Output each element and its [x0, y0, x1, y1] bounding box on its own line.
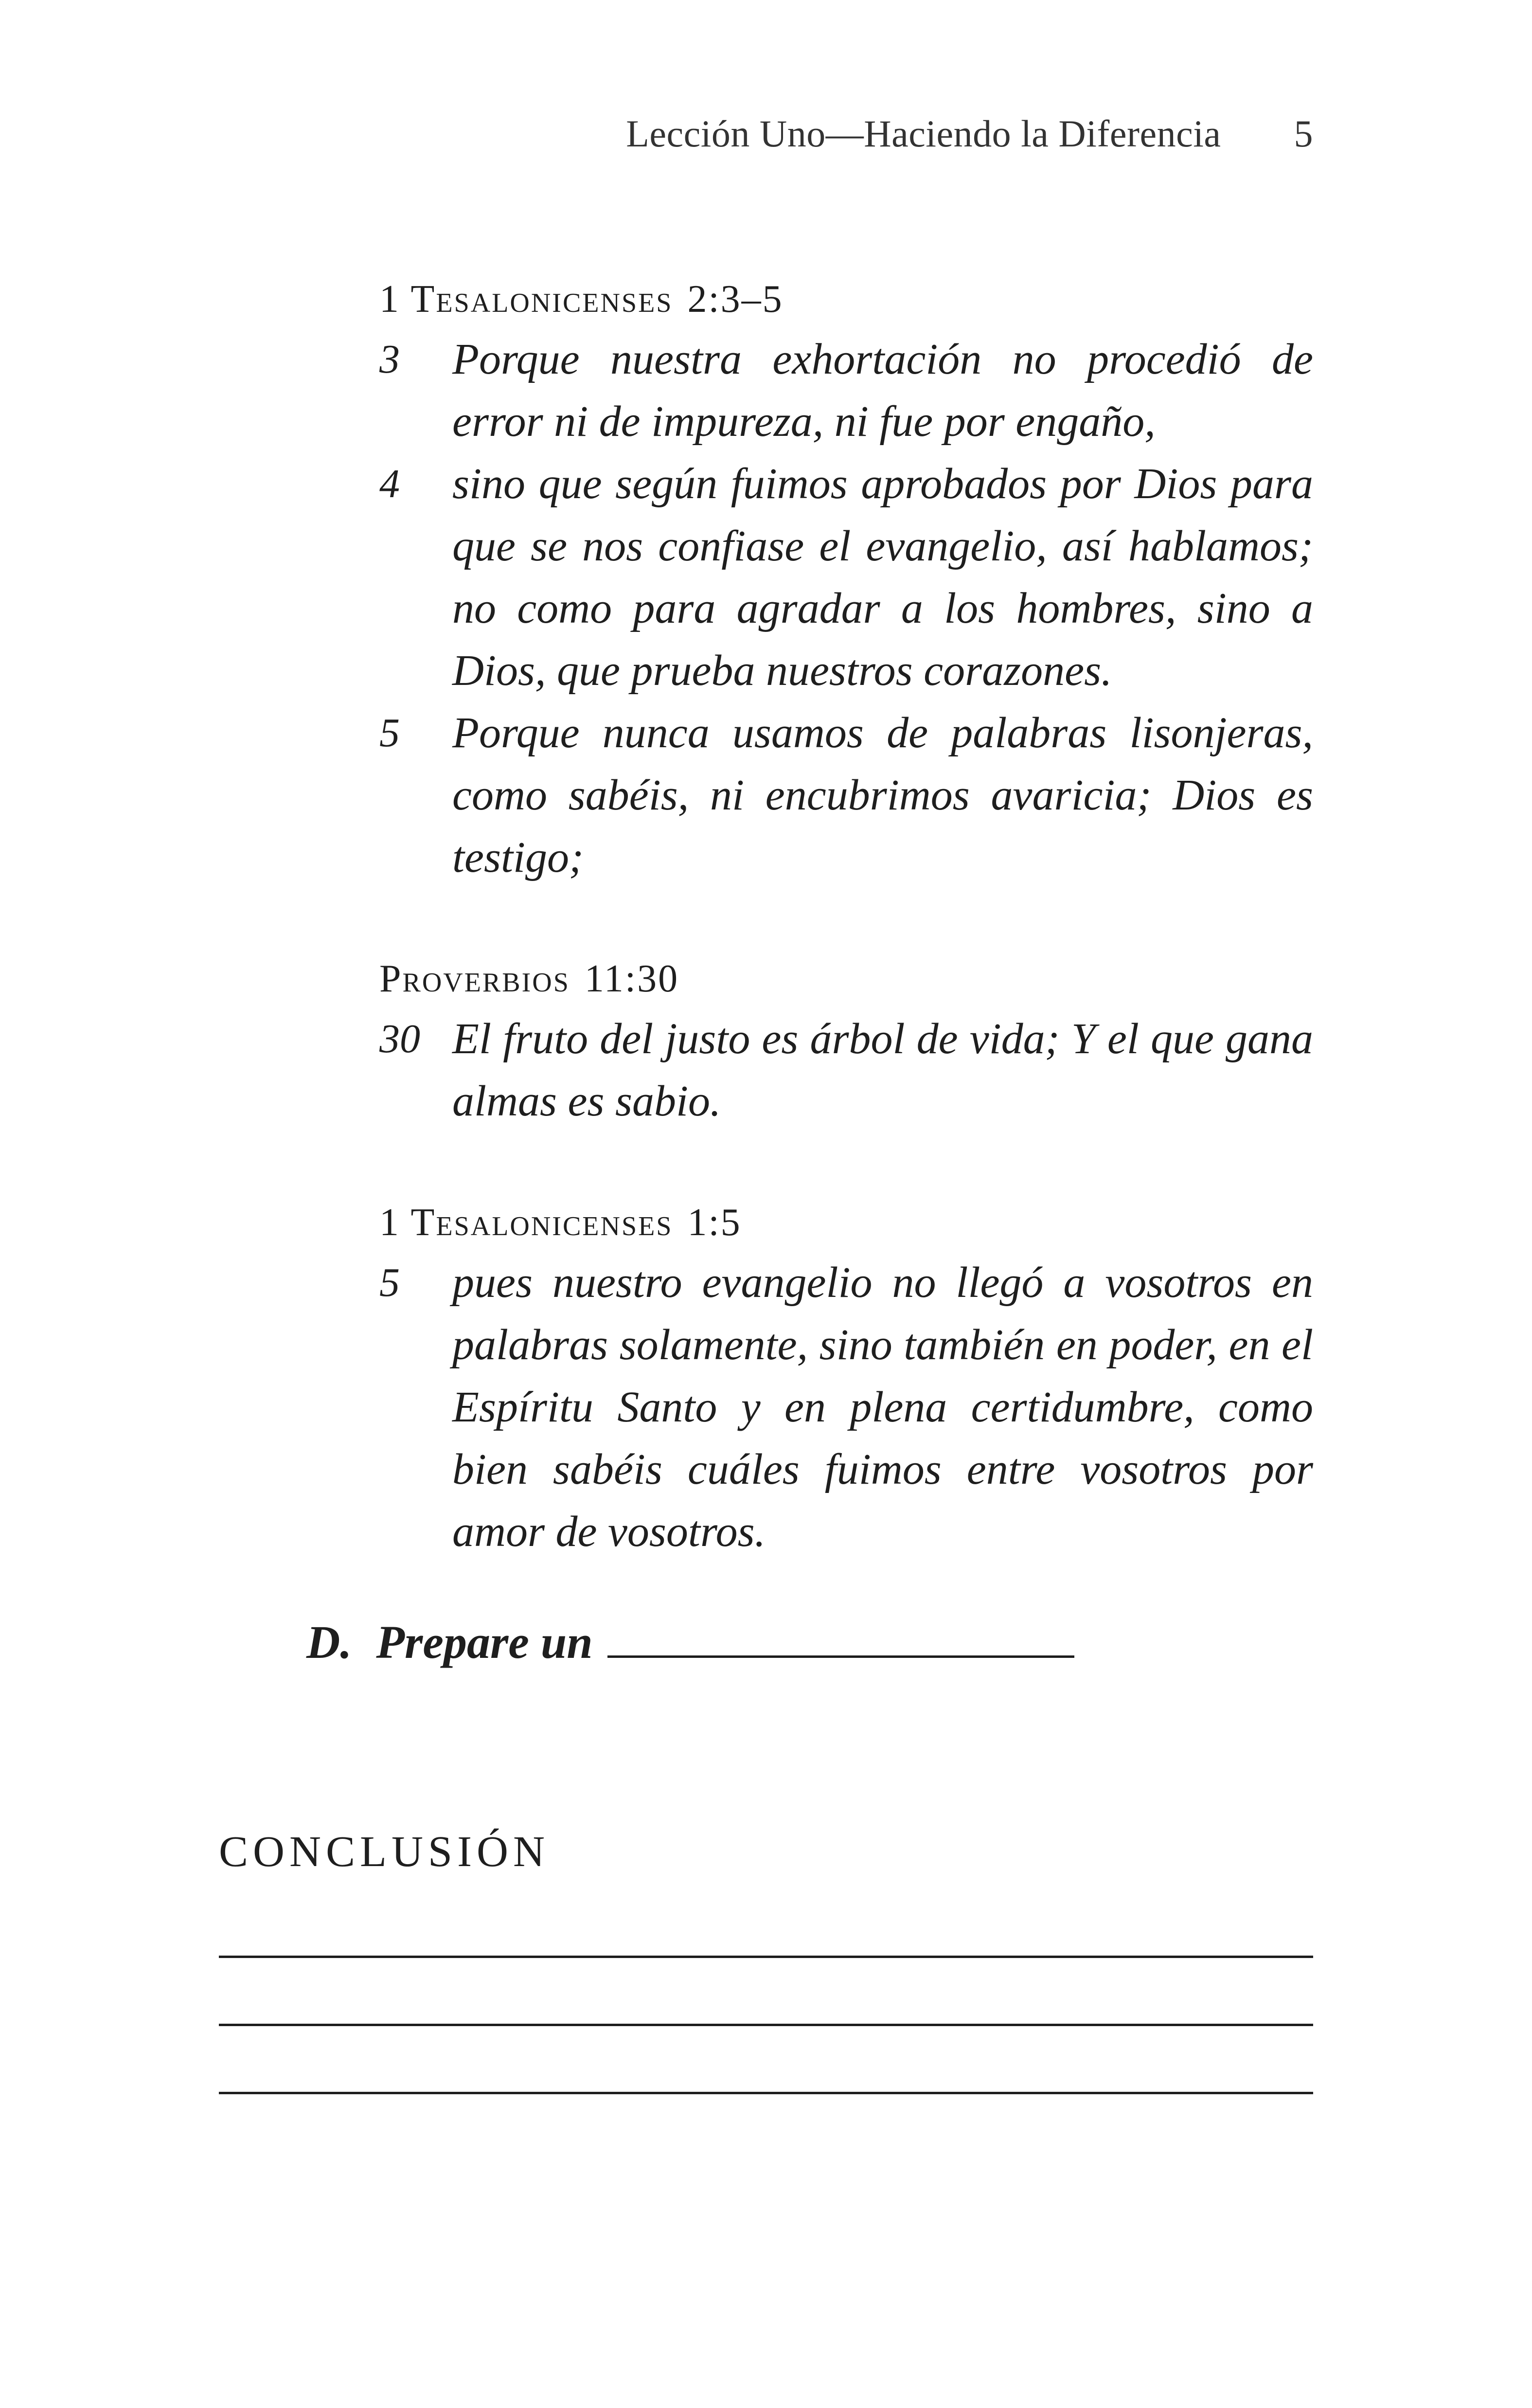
- passage-reference: [379, 952, 1313, 1006]
- reference-book: 1 Tesalonicenses: [379, 1201, 673, 1244]
- writing-line-2[interactable]: [219, 2024, 1313, 2026]
- verse: [379, 453, 1313, 702]
- reference-chapter-verse: 2:3–5: [687, 278, 784, 321]
- verse-text: sino que según fuimos aprobados por Dios para que se nos confiase el evangelio, así hablamos; no como para agradar a los hombres, sino a Dios, que prueba nuestros corazones.: [452, 460, 1313, 695]
- verse: [379, 702, 1313, 889]
- verse-text: El fruto del justo es árbol de vida; Y el que gana almas es sabio.: [452, 1015, 1313, 1125]
- verse-text: pues nuestro evangelio no llegó a vosotros en palabras solamente, sino también en poder, en el Espíritu Santo y en plena certidumbre, como bien sabéis cuáles fuimos entre vosotros por amor de vosotros.: [452, 1258, 1313, 1556]
- writing-line-1[interactable]: [219, 1956, 1313, 1958]
- running-header: [626, 112, 1313, 156]
- passage-reference: [379, 1196, 1313, 1249]
- scripture-section: [379, 272, 1313, 1626]
- verse: [379, 1008, 1313, 1132]
- item-letter: D.: [306, 1616, 352, 1668]
- passage-1-tesalonicenses-1: [379, 1196, 1313, 1563]
- verse-text: Porque nunca usamos de palabras lisonjeras, como sabéis, ni encubrimos avaricia; Dios es testigo;: [452, 709, 1313, 881]
- outline-item-d: [306, 1615, 1074, 1669]
- verse-number: 4: [379, 461, 400, 506]
- reference-chapter-verse: 11:30: [584, 957, 679, 1000]
- passage-proverbios-11: [379, 952, 1313, 1132]
- page-number: 5: [1294, 112, 1313, 155]
- item-text: Prepare un: [376, 1616, 593, 1668]
- conclusion-heading: conclusión: [219, 1811, 550, 1880]
- fill-in-blank[interactable]: [607, 1621, 1074, 1658]
- reference-book: Proverbios: [379, 957, 570, 1000]
- verse-number: 5: [379, 710, 400, 755]
- verse-number: 3: [379, 337, 400, 382]
- passage-reference: [379, 272, 1313, 326]
- running-title: Lección Uno—Haciendo la Diferencia: [626, 112, 1221, 155]
- verse-text: Porque nuestra exhortación no procedió de error ni de impureza, ni fue por engaño,: [452, 335, 1313, 446]
- verse: [379, 1252, 1313, 1563]
- writing-line-3[interactable]: [219, 2092, 1313, 2094]
- reference-chapter-verse: 1:5: [687, 1201, 742, 1244]
- passage-1-tesalonicenses-2: [379, 272, 1313, 889]
- verse-number: 30: [379, 1016, 420, 1061]
- reference-book: 1 Tesalonicenses: [379, 278, 673, 321]
- verse-number: 5: [379, 1260, 400, 1305]
- verse: [379, 328, 1313, 453]
